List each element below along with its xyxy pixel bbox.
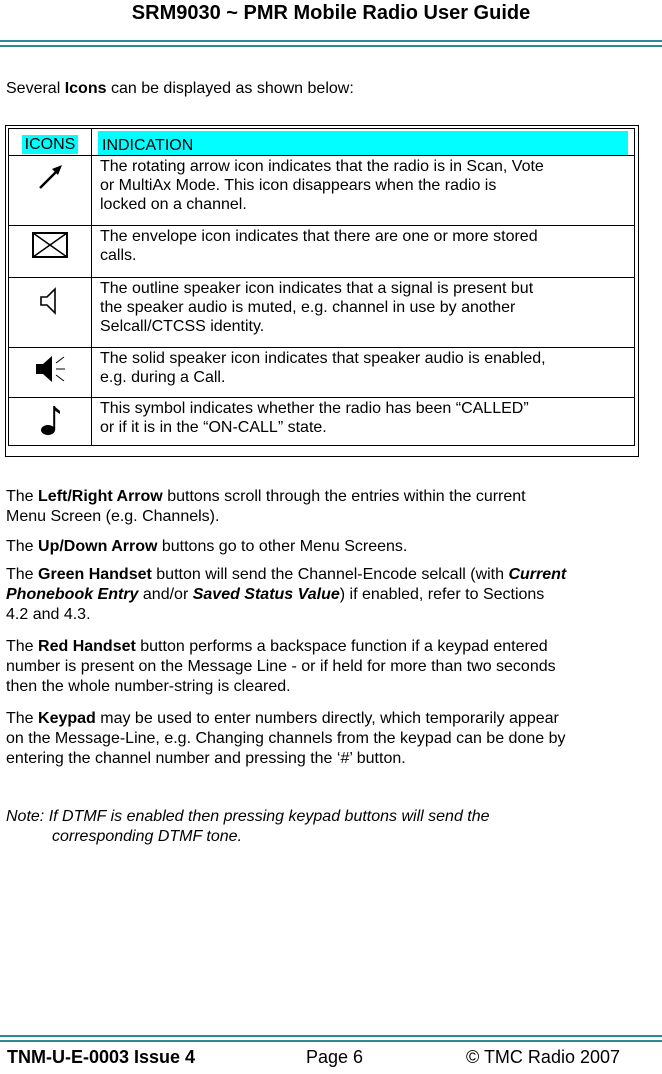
red-handset-paragraph: The Red Handset button performs a backspace function if a keypad entered number is present on the Message Line - or if held for more than two seconds then the whole number-string is cleared. (6, 638, 556, 695)
footer-copyright: © TMC Radio 2007 (466, 1047, 621, 1067)
music-note-icon (38, 403, 62, 437)
header-rule-bottom (0, 45, 662, 47)
up-down-arrow-paragraph: The Up/Down Arrow buttons go to other Menu Screens. (6, 538, 408, 555)
footer-rule-bottom (0, 1040, 662, 1042)
solid-speaker-icon (32, 354, 68, 384)
table-row: This symbol indicates whether the radio has been “CALLED” or if it is in the “ON-CALL” state. (9, 398, 635, 446)
dtmf-note: Note: If DTMF is enabled then pressing keypad buttons will send the corresponding DTMF tone. (6, 808, 490, 845)
envelope-icon (31, 231, 69, 259)
footer-rule-top (0, 1035, 662, 1037)
header-rule-top (0, 40, 662, 42)
table-row: The outline speaker icon indicates that a signal is present but the speaker audio is muted, e.g. channel in use by another Selcall/CTCSS identity. (9, 278, 635, 348)
footer-page-number: Page 6 (306, 1047, 364, 1067)
table-row: The rotating arrow icon indicates that the radio is in Scan, Vote or MultiAx Mode. This icon disappears when the radio is locked on a channel. (9, 156, 635, 226)
footer-doc-id: TNM-U-E-0003 Issue 4 (7, 1047, 196, 1067)
table-row: The envelope icon indicates that there are one or more stored calls. (9, 226, 635, 278)
icons-column-header: ICONS (9, 129, 92, 156)
left-right-arrow-paragraph: The Left/Right Arrow buttons scroll through the entries within the current Menu Screen (e.g. Channels). (6, 488, 526, 525)
rotating-arrow-icon (35, 162, 65, 192)
indication-column-header: INDICATION (92, 129, 635, 156)
table-row: The solid speaker icon indicates that speaker audio is enabled, e.g. during a Call. (9, 348, 635, 398)
green-handset-paragraph: The Green Handset button will send the Channel-Encode selcall (with Current Phonebook Entry and/or Saved Status Value) if enabled, refer to Sections 4.2 and 4.3. (6, 566, 567, 623)
page-header-title: SRM9030 ~ PMR Mobile Radio User Guide (131, 2, 531, 24)
intro-paragraph: Several Icons can be displayed as shown below: (6, 80, 354, 97)
icons-table (5, 125, 639, 457)
keypad-paragraph: The Keypad may be used to enter numbers directly, which temporarily appear on the Message-Line, e.g. Changing channels from the keypad can be done by entering the channel number and pressing the ‘#’ button. (6, 710, 566, 767)
outline-speaker-icon (38, 286, 62, 316)
